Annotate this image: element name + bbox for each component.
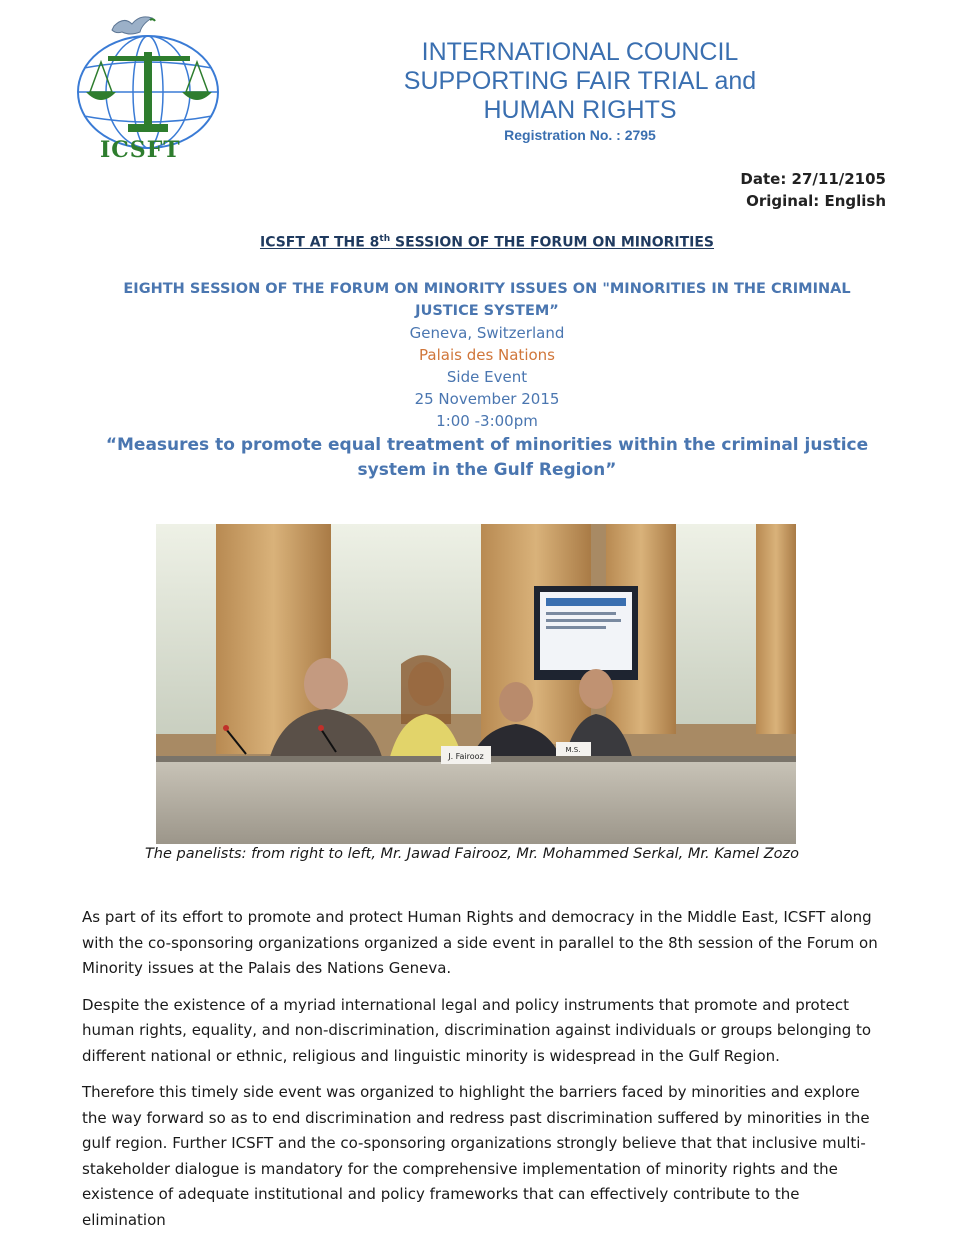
title-superscript: th (379, 234, 391, 244)
panel-photo-illustration (156, 524, 796, 844)
panel-photo (156, 524, 796, 844)
logo-text: ICSFT (100, 137, 181, 163)
event-type: Side Event (446, 368, 528, 386)
paragraph: As part of its effort to promote and protect Human Rights and democracy in the Middle East, ICSFT along with the co-sponsoring organizations organized a side event in parallel to the 8th session of the Forum on Minority issues at the Palais des Nations Geneva. (82, 908, 878, 977)
org-name-line-3: HUMAN RIGHTS (483, 96, 677, 124)
event-info (90, 278, 884, 483)
org-name-line-2: SUPPORTING FAIR TRIAL and (403, 67, 757, 95)
photo-caption: The panelists: from right to left, Mr. Jawad Fairooz, Mr. Mohammed Serkal, Mr. Kamel Zozo (144, 846, 800, 862)
nameplate-1: J. Fairooz (448, 752, 484, 761)
event-theme: “Measures to promote equal treatment of minorities within the criminal justice system in the Gulf Region” (105, 435, 869, 480)
org-name-line-1: INTERNATIONAL COUNCIL (421, 38, 739, 66)
title-prefix: ICSFT AT THE 8 (259, 234, 380, 251)
event-date: 25 November 2015 (414, 390, 560, 408)
title-suffix: SESSION OF THE FORUM ON MINORITIES (390, 234, 715, 251)
document-title (0, 234, 974, 251)
body-text (82, 905, 882, 1244)
paragraph: Despite the existence of a myriad international legal and policy instruments that promote and protect human rights, equality, and non-discrimination, discrimination against individuals or groups belonging to different national or ethnic, religious and linguistic minority is widespread in the Gulf Region. (82, 995, 872, 1065)
event-location: Geneva, Switzerland (409, 324, 565, 342)
document-meta (740, 168, 886, 212)
organization-header (390, 38, 770, 143)
nameplate-2: M.S. (565, 746, 581, 754)
event-time: 1:00 -3:00pm (436, 412, 538, 430)
event-title: EIGHTH SESSION OF THE FORUM ON MINORITY ISSUES ON "MINORITIES IN THE CRIMINAL JUSTICE SYSTEM” (123, 281, 851, 319)
document-language: Original: English (746, 192, 886, 210)
registration-number: Registration No. : 2795 (504, 127, 656, 143)
event-venue: Palais des Nations (419, 346, 555, 364)
document-date: Date: 27/11/2105 (740, 170, 886, 188)
paragraph: Therefore this timely side event was organized to highlight the barriers faced by minorities and explore the way forward so as to end discrimination and redress past discrimination suffered by minorities in the gulf region. Further ICSFT and the co-sponsoring organizations strongly believe that that inclusive multi-stakeholder dialogue is mandatory for the comprehensive implementation of minority rights and the existence of adequate institutional and policy frameworks that can effectively contribute to the elimination (82, 1083, 870, 1229)
